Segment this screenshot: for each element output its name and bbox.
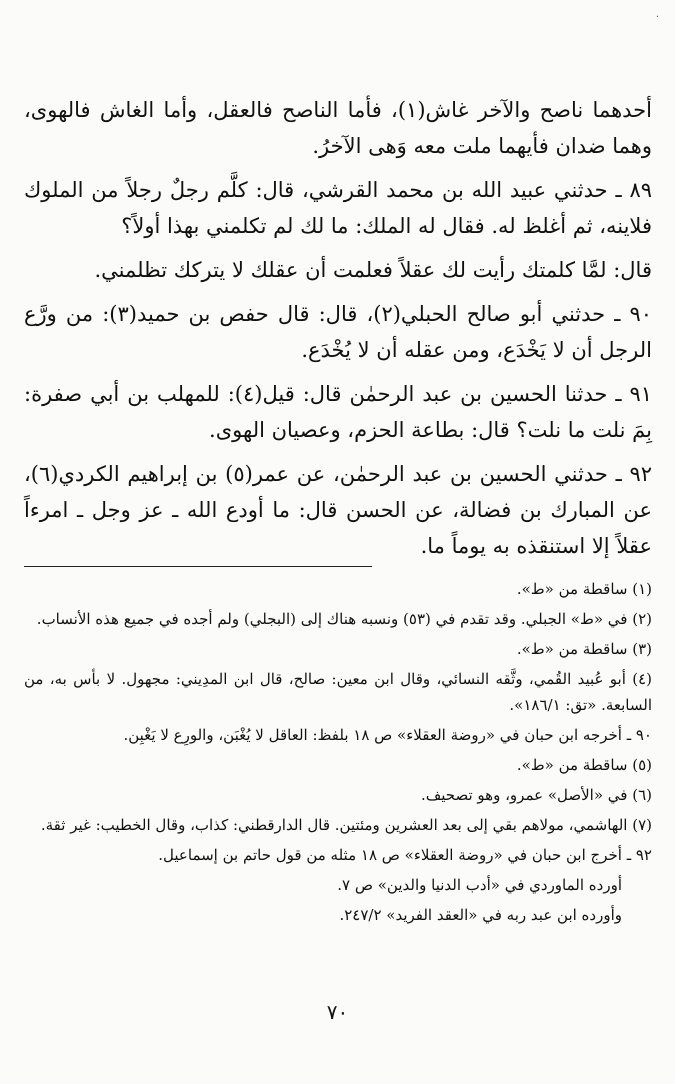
main-text — [24, 92, 652, 572]
footnote-92-source-2: أورده الماوردي في «أدب الدنيا والدين» ص ٧. — [337, 876, 622, 894]
footnote-2: (٢) في «ط» الجبلي. وقد تقدم في (٥٣) ونسبه هناك إلى (البجلي) ولم أجده في جميع هذه الأنساب. — [36, 610, 652, 628]
footnote-divider — [24, 566, 372, 567]
footnotes — [24, 576, 652, 932]
paragraph-90: ٩٠ ـ حدثني أبو صالح الحبلي(٢)، قال: قال حفص بن حميد(٣): من ورَّع الرجل أن لا يَخْدَع، ومن عقله أن لا يُخْدَع. — [24, 302, 652, 362]
paragraph-continuation: أحدهما ناصح والآخر غاش(١)، فأما الناصح فالعقل، وأما الغاش فالهوى، وهما ضدان فأيهما ملت معه وَهى الآخرُ. — [24, 98, 652, 158]
footnote-3: (٣) ساقطة من «ط». — [516, 640, 652, 658]
paragraph-89-continued: قال: لمَّا كلمتك رأيت لك عقلاً فعلمت أن عقلك لا يتركك تظلمني. — [94, 258, 652, 282]
corner-mark: · — [655, 12, 659, 23]
footnote-4: (٤) أبو عُبيد القُمي، وثَّقه النسائي، وقال ابن معين: صالح، قال ابن المدِيني: مجهول. لا بأس به، من السابعة. «تق: ١٨٦/١». — [24, 670, 652, 714]
footnote-90-source: ٩٠ ـ أخرجه ابن حبان في «روضة العقلاء» ص ١٨ بلفظ: العاقل لا يُغْبَن، والورِع لا يَغْبِن. — [123, 726, 652, 744]
footnote-92-source-3: وأورده ابن عبد ربه في «العقد الفريد» ٢٤٧/٢. — [339, 906, 622, 924]
footnote-5: (٥) ساقطة من «ط». — [516, 756, 652, 774]
footnote-7: (٧) الهاشمي، مولاهم بقي إلى بعد العشرين ومئتين. قال الدارقطني: كذاب، وقال الخطيب: غير ثقة. — [40, 816, 652, 834]
footnote-6: (٦) في «الأصل» عمرو، وهو تصحيف. — [420, 786, 652, 804]
paragraph-89: ٨٩ ـ حدثني عبيد الله بن محمد القرشي، قال: كلَّم رجلٌ رجلاً من الملوك فلاينه، ثم أغلظ له. فقال له الملك: ما لك لم تكلمني بهذا أولاً؟ — [24, 178, 652, 238]
paragraph-92: ٩٢ ـ حدثني الحسين بن عبد الرحمٰن، عن عمر(٥) بن إبراهيم الكردي(٦)، عن المبارك بن فضالة، عن الحسن قال: ما أودع الله ـ عز وجل ـ امرءاً عقلاً إلا استنقذه به يوماً ما. — [24, 462, 653, 558]
page-number: ٧٠ — [326, 1000, 349, 1024]
paragraph-91: ٩١ ـ حدثنا الحسين بن عبد الرحمٰن قال: قيل(٤): للمهلب بن أبي صفرة: بِمَ نلت ما نلت؟ قال: بطاعة الحزم، وعصيان الهوى. — [24, 382, 652, 442]
footnote-1: (١) ساقطة من «ط». — [516, 580, 652, 598]
footnote-92-source: ٩٢ ـ أخرج ابن حبان في «روضة العقلاء» ص ١٨ مثله من قول حاتم بن إسماعيل. — [158, 846, 652, 864]
